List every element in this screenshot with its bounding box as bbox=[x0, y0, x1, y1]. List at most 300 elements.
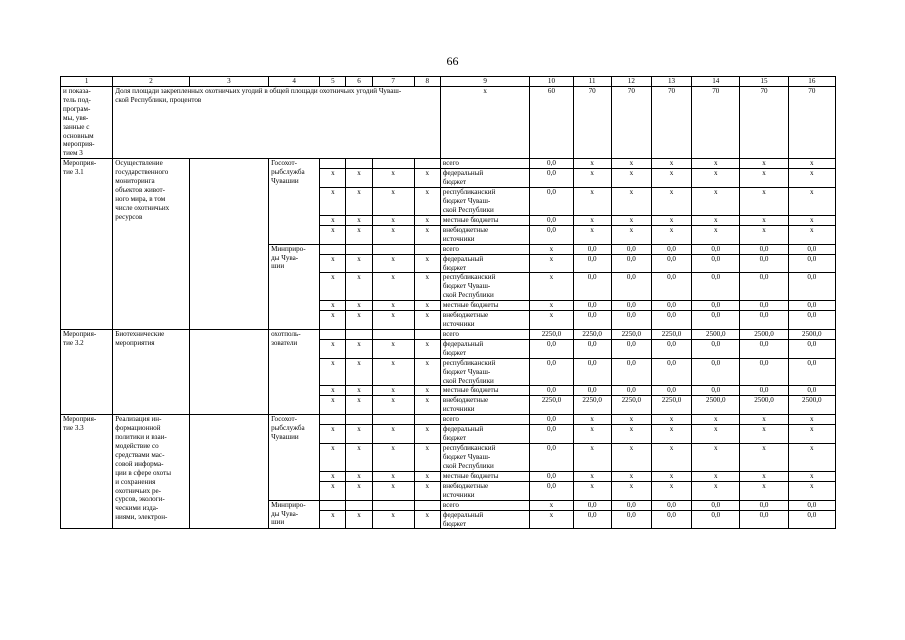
executor: Госохот- рыбслужба Чувашии bbox=[269, 415, 320, 500]
budget-code-cell: х bbox=[346, 339, 372, 358]
value-cell: 0,0 bbox=[651, 301, 691, 311]
table-row bbox=[61, 329, 836, 339]
budget-code-cell bbox=[320, 500, 346, 510]
budget-code-cell: х bbox=[372, 358, 414, 386]
value-cell: 0,0 bbox=[740, 254, 788, 273]
value-cell: х bbox=[611, 481, 651, 500]
value-cell: х bbox=[692, 225, 740, 244]
budget-code-cell: х bbox=[414, 188, 440, 216]
value-cell: х bbox=[611, 415, 651, 425]
value-cell: х bbox=[611, 425, 651, 444]
value-cell: х bbox=[740, 444, 788, 472]
funding-source: республиканский бюджет Чуваш- ской Республики bbox=[440, 188, 529, 216]
budget-code-cell: х bbox=[320, 471, 346, 481]
value-cell: 0,0 bbox=[740, 273, 788, 301]
funding-source: внебюджетные источники bbox=[440, 311, 529, 330]
value-cell: 0,0 bbox=[530, 471, 573, 481]
indicator-text: Доля площади закрепленных охотничьих угодий в общей площади охотничьих угодий Чуваш- ской Республики, процентов bbox=[113, 87, 441, 159]
value-cell: 0,0 bbox=[788, 358, 835, 386]
value-cell: 0,0 bbox=[530, 358, 573, 386]
indicator-value: 70 bbox=[573, 87, 611, 159]
value-cell: 0,0 bbox=[788, 273, 835, 301]
value-cell: 2500,0 bbox=[740, 329, 788, 339]
value-cell: 0,0 bbox=[573, 339, 611, 358]
value-cell: 0,0 bbox=[611, 386, 651, 396]
value-cell: х bbox=[788, 188, 835, 216]
budget-code-cell bbox=[320, 415, 346, 425]
budget-code-cell bbox=[414, 159, 440, 169]
value-cell: х bbox=[611, 159, 651, 169]
value-cell: 0,0 bbox=[530, 386, 573, 396]
budget-code-cell: х bbox=[414, 481, 440, 500]
value-cell: х bbox=[651, 159, 691, 169]
page-number: 66 bbox=[446, 54, 459, 68]
table-row bbox=[61, 159, 836, 169]
budget-code-cell bbox=[372, 415, 414, 425]
value-cell: х bbox=[740, 188, 788, 216]
value-cell: х bbox=[788, 215, 835, 225]
funding-source: федеральный бюджет bbox=[440, 339, 529, 358]
budget-code-cell bbox=[320, 159, 346, 169]
budget-code-cell: х bbox=[372, 386, 414, 396]
indicator-value: 70 bbox=[651, 87, 691, 159]
value-cell: 2250,0 bbox=[573, 396, 611, 415]
budget-code-cell: х bbox=[320, 301, 346, 311]
value-cell: 0,0 bbox=[530, 159, 573, 169]
value-cell: х bbox=[692, 425, 740, 444]
budget-code-cell bbox=[414, 244, 440, 254]
budget-code-cell: х bbox=[346, 510, 372, 529]
value-cell: 0,0 bbox=[788, 254, 835, 273]
funding-source: федеральный бюджет bbox=[440, 425, 529, 444]
value-cell: х bbox=[530, 500, 573, 510]
value-cell: 0,0 bbox=[611, 254, 651, 273]
value-cell: х bbox=[651, 444, 691, 472]
budget-code-cell: х bbox=[372, 311, 414, 330]
value-cell: 0,0 bbox=[692, 510, 740, 529]
value-cell: 0,0 bbox=[573, 244, 611, 254]
value-cell: 0,0 bbox=[740, 301, 788, 311]
measure-description: Реализация ин- формационной политики и взаи- модействие со средствами мас- совой информа- ции в сфере охоты и сохранения охотничьих ре- сурсов, экологи- ческими изда- ниями, электрон- bbox=[113, 415, 189, 529]
budget-code-cell: х bbox=[372, 425, 414, 444]
funding-source: местные бюджеты bbox=[440, 215, 529, 225]
value-cell: 0,0 bbox=[651, 510, 691, 529]
value-cell: х bbox=[573, 444, 611, 472]
value-cell: 0,0 bbox=[530, 444, 573, 472]
value-cell: 0,0 bbox=[573, 510, 611, 529]
funding-source: республиканский бюджет Чуваш- ской Республики bbox=[440, 444, 529, 472]
value-cell: х bbox=[651, 188, 691, 216]
measure-description: Осуществление государственного мониторинга объектов живот- ного мира, в том числе охотничьих ресурсов bbox=[113, 159, 189, 330]
budget-code-cell: х bbox=[320, 311, 346, 330]
value-cell: х bbox=[740, 471, 788, 481]
value-cell: 2500,0 bbox=[788, 329, 835, 339]
value-cell: х bbox=[573, 169, 611, 188]
measure-name: Мероприя- тие 3.1 bbox=[61, 159, 113, 330]
budget-code-cell: х bbox=[346, 425, 372, 444]
budget-code-cell: х bbox=[320, 425, 346, 444]
budget-code-cell: х bbox=[346, 481, 372, 500]
budget-code-cell: х bbox=[372, 396, 414, 415]
value-cell: 0,0 bbox=[573, 386, 611, 396]
value-cell: 0,0 bbox=[651, 386, 691, 396]
value-cell: 0,0 bbox=[611, 510, 651, 529]
value-cell: 0,0 bbox=[611, 311, 651, 330]
value-cell: х bbox=[530, 273, 573, 301]
indicator-value: 70 bbox=[692, 87, 740, 159]
value-cell: 0,0 bbox=[740, 386, 788, 396]
value-cell: 0,0 bbox=[692, 301, 740, 311]
budget-code-cell: х bbox=[346, 215, 372, 225]
value-cell: х bbox=[651, 169, 691, 188]
budget-code-cell: х bbox=[414, 396, 440, 415]
budget-code-cell: х bbox=[372, 225, 414, 244]
value-cell: х bbox=[611, 471, 651, 481]
budget-code-cell: х bbox=[414, 471, 440, 481]
value-cell: 0,0 bbox=[611, 301, 651, 311]
program-table bbox=[60, 76, 836, 529]
funding-source: республиканский бюджет Чуваш- ской Республики bbox=[440, 273, 529, 301]
budget-code-cell bbox=[346, 159, 372, 169]
value-cell: х bbox=[740, 225, 788, 244]
executor: Госохот- рыбслужба Чувашии bbox=[269, 159, 320, 244]
value-cell: х bbox=[788, 159, 835, 169]
budget-code-cell: х bbox=[346, 169, 372, 188]
funding-source: внебюджетные источники bbox=[440, 481, 529, 500]
value-cell: х bbox=[788, 444, 835, 472]
funding-source: всего bbox=[440, 500, 529, 510]
budget-code-cell: х bbox=[414, 358, 440, 386]
value-cell: х bbox=[573, 159, 611, 169]
value-cell: 0,0 bbox=[530, 188, 573, 216]
budget-code-cell bbox=[372, 244, 414, 254]
value-cell: х bbox=[573, 215, 611, 225]
value-cell: 0,0 bbox=[692, 500, 740, 510]
value-cell: 2250,0 bbox=[651, 396, 691, 415]
budget-code-cell: х bbox=[320, 339, 346, 358]
value-cell: х bbox=[788, 481, 835, 500]
value-cell: х bbox=[692, 415, 740, 425]
budget-code-cell: х bbox=[414, 169, 440, 188]
budget-code-cell bbox=[372, 329, 414, 339]
value-cell: х bbox=[740, 415, 788, 425]
budget-code-cell: х bbox=[372, 169, 414, 188]
table-row bbox=[61, 415, 836, 425]
value-cell: х bbox=[740, 215, 788, 225]
budget-code-cell: х bbox=[346, 444, 372, 472]
value-cell: х bbox=[651, 415, 691, 425]
budget-code-cell: х bbox=[414, 273, 440, 301]
budget-code-cell: х bbox=[414, 386, 440, 396]
value-cell: 0,0 bbox=[530, 425, 573, 444]
budget-code-cell bbox=[372, 500, 414, 510]
value-cell: х bbox=[573, 425, 611, 444]
value-cell: х bbox=[692, 471, 740, 481]
value-cell: 0,0 bbox=[740, 311, 788, 330]
value-cell: х bbox=[692, 188, 740, 216]
value-cell: х bbox=[611, 169, 651, 188]
budget-code-cell: х bbox=[372, 188, 414, 216]
funding-source: республиканский бюджет Чуваш- ской Республики bbox=[440, 358, 529, 386]
value-cell: 0,0 bbox=[530, 225, 573, 244]
budget-code-cell bbox=[320, 329, 346, 339]
column-number: 1 bbox=[61, 77, 113, 87]
budget-code-cell: х bbox=[320, 358, 346, 386]
related-cell bbox=[189, 329, 268, 414]
value-cell: х bbox=[740, 481, 788, 500]
value-cell: 0,0 bbox=[530, 339, 573, 358]
funding-source: федеральный бюджет bbox=[440, 510, 529, 529]
funding-source: всего bbox=[440, 244, 529, 254]
column-number: 4 bbox=[269, 77, 320, 87]
budget-code-cell: х bbox=[320, 254, 346, 273]
value-cell: х bbox=[530, 510, 573, 529]
value-cell: 0,0 bbox=[788, 301, 835, 311]
value-cell: 0,0 bbox=[651, 254, 691, 273]
budget-code-cell: х bbox=[414, 339, 440, 358]
budget-code-cell bbox=[346, 500, 372, 510]
value-cell: х bbox=[651, 425, 691, 444]
indicator-value: 70 bbox=[740, 87, 788, 159]
value-cell: 0,0 bbox=[788, 339, 835, 358]
budget-code-cell: х bbox=[320, 169, 346, 188]
value-cell: х bbox=[611, 215, 651, 225]
value-cell: х bbox=[692, 215, 740, 225]
value-cell: х bbox=[573, 415, 611, 425]
executor: Минприро- ды Чува- шии bbox=[269, 244, 320, 329]
value-cell: 2500,0 bbox=[788, 396, 835, 415]
budget-code-cell: х bbox=[372, 273, 414, 301]
funding-source: местные бюджеты bbox=[440, 471, 529, 481]
budget-code-cell: х bbox=[346, 358, 372, 386]
value-cell: х bbox=[611, 444, 651, 472]
value-cell: х bbox=[788, 471, 835, 481]
value-cell: 0,0 bbox=[740, 244, 788, 254]
value-cell: 2500,0 bbox=[692, 329, 740, 339]
budget-code-cell: х bbox=[346, 273, 372, 301]
value-cell: 0,0 bbox=[530, 415, 573, 425]
value-cell: 0,0 bbox=[788, 386, 835, 396]
budget-code-cell: х bbox=[320, 444, 346, 472]
budget-code-cell: х bbox=[346, 471, 372, 481]
value-cell: 2500,0 bbox=[692, 396, 740, 415]
value-cell: х bbox=[788, 169, 835, 188]
budget-code-cell bbox=[346, 244, 372, 254]
value-cell: 0,0 bbox=[530, 481, 573, 500]
indicator-x: х bbox=[440, 87, 529, 159]
value-cell: 0,0 bbox=[692, 358, 740, 386]
funding-source: местные бюджеты bbox=[440, 301, 529, 311]
value-cell: 2250,0 bbox=[530, 396, 573, 415]
value-cell: 2250,0 bbox=[611, 396, 651, 415]
measure-name: Мероприя- тие 3.2 bbox=[61, 329, 113, 414]
budget-code-cell: х bbox=[372, 215, 414, 225]
value-cell: 0,0 bbox=[692, 339, 740, 358]
column-number: 14 bbox=[692, 77, 740, 87]
value-cell: 2250,0 bbox=[611, 329, 651, 339]
indicator-value: 60 bbox=[530, 87, 573, 159]
value-cell: х bbox=[573, 471, 611, 481]
value-cell: 0,0 bbox=[573, 500, 611, 510]
budget-code-cell: х bbox=[372, 471, 414, 481]
budget-code-cell: х bbox=[414, 311, 440, 330]
budget-code-cell: х bbox=[346, 188, 372, 216]
column-number: 6 bbox=[346, 77, 372, 87]
related-cell bbox=[189, 159, 268, 330]
budget-code-cell: х bbox=[320, 215, 346, 225]
value-cell: 0,0 bbox=[651, 500, 691, 510]
measure-name: Мероприя- тие 3.3 bbox=[61, 415, 113, 529]
indicator-label: и показа- тель под- програм- мы, увя- занные с основным мероприя- тием 3 bbox=[61, 87, 113, 159]
value-cell: х bbox=[692, 159, 740, 169]
value-cell: х bbox=[530, 254, 573, 273]
budget-code-cell: х bbox=[320, 481, 346, 500]
funding-source: всего bbox=[440, 415, 529, 425]
column-number: 11 bbox=[573, 77, 611, 87]
value-cell: 2250,0 bbox=[573, 329, 611, 339]
column-number: 9 bbox=[440, 77, 529, 87]
column-number: 2 bbox=[113, 77, 189, 87]
value-cell: х bbox=[692, 444, 740, 472]
value-cell: х bbox=[788, 415, 835, 425]
budget-code-cell: х bbox=[320, 225, 346, 244]
value-cell: х bbox=[651, 481, 691, 500]
related-cell bbox=[189, 415, 268, 529]
value-cell: х bbox=[611, 188, 651, 216]
value-cell: 0,0 bbox=[692, 244, 740, 254]
funding-source: внебюджетные источники bbox=[440, 396, 529, 415]
indicator-value: 70 bbox=[611, 87, 651, 159]
value-cell: х bbox=[573, 225, 611, 244]
value-cell: х bbox=[651, 225, 691, 244]
value-cell: 0,0 bbox=[573, 301, 611, 311]
column-number: 7 bbox=[372, 77, 414, 87]
value-cell: 0,0 bbox=[651, 244, 691, 254]
value-cell: 0,0 bbox=[692, 254, 740, 273]
value-cell: 0,0 bbox=[573, 311, 611, 330]
value-cell: х bbox=[788, 425, 835, 444]
value-cell: 0,0 bbox=[651, 358, 691, 386]
budget-code-cell: х bbox=[320, 386, 346, 396]
value-cell: 0,0 bbox=[740, 339, 788, 358]
measure-description: Биотехнические мероприятия bbox=[113, 329, 189, 414]
value-cell: 0,0 bbox=[651, 339, 691, 358]
budget-code-cell: х bbox=[346, 396, 372, 415]
column-number: 13 bbox=[651, 77, 691, 87]
funding-source: местные бюджеты bbox=[440, 386, 529, 396]
value-cell: 0,0 bbox=[530, 215, 573, 225]
budget-code-cell: х bbox=[372, 444, 414, 472]
value-cell: х bbox=[573, 188, 611, 216]
column-number: 12 bbox=[611, 77, 651, 87]
value-cell: 0,0 bbox=[573, 273, 611, 301]
budget-code-cell: х bbox=[372, 339, 414, 358]
value-cell: 0,0 bbox=[651, 273, 691, 301]
budget-code-cell: х bbox=[372, 254, 414, 273]
value-cell: х bbox=[740, 169, 788, 188]
budget-code-cell bbox=[320, 244, 346, 254]
value-cell: х bbox=[740, 159, 788, 169]
value-cell: х bbox=[530, 311, 573, 330]
value-cell: 0,0 bbox=[611, 339, 651, 358]
funding-source: внебюджетные источники bbox=[440, 225, 529, 244]
budget-code-cell: х bbox=[346, 386, 372, 396]
column-number: 8 bbox=[414, 77, 440, 87]
value-cell: х bbox=[740, 425, 788, 444]
value-cell: 0,0 bbox=[788, 510, 835, 529]
budget-code-cell bbox=[346, 415, 372, 425]
value-cell: х bbox=[651, 471, 691, 481]
value-cell: 0,0 bbox=[611, 244, 651, 254]
column-number: 16 bbox=[788, 77, 835, 87]
indicator-value: 70 bbox=[788, 87, 835, 159]
budget-code-cell: х bbox=[414, 254, 440, 273]
value-cell: 2500,0 bbox=[740, 396, 788, 415]
value-cell: 0,0 bbox=[573, 358, 611, 386]
column-number: 15 bbox=[740, 77, 788, 87]
value-cell: х bbox=[573, 481, 611, 500]
funding-source: всего bbox=[440, 329, 529, 339]
budget-code-cell: х bbox=[346, 311, 372, 330]
value-cell: 0,0 bbox=[611, 273, 651, 301]
budget-code-cell: х bbox=[346, 254, 372, 273]
executor: охотполь- зователи bbox=[269, 329, 320, 414]
budget-code-cell: х bbox=[414, 425, 440, 444]
budget-code-cell bbox=[346, 329, 372, 339]
column-number: 3 bbox=[189, 77, 268, 87]
budget-code-cell: х bbox=[414, 225, 440, 244]
budget-code-cell bbox=[372, 159, 414, 169]
value-cell: 0,0 bbox=[692, 273, 740, 301]
value-cell: 0,0 bbox=[611, 358, 651, 386]
value-cell: 0,0 bbox=[788, 500, 835, 510]
table-body bbox=[61, 77, 836, 529]
budget-code-cell: х bbox=[414, 215, 440, 225]
executor: Минприро- ды Чува- шии bbox=[269, 500, 320, 529]
funding-source: всего bbox=[440, 159, 529, 169]
value-cell: 2250,0 bbox=[530, 329, 573, 339]
budget-code-cell: х bbox=[320, 273, 346, 301]
budget-code-cell: х bbox=[320, 396, 346, 415]
value-cell: 2250,0 bbox=[651, 329, 691, 339]
value-cell: 0,0 bbox=[788, 311, 835, 330]
column-number-row bbox=[61, 77, 836, 87]
budget-code-cell: х bbox=[372, 481, 414, 500]
budget-code-cell: х bbox=[372, 301, 414, 311]
funding-source: федеральный бюджет bbox=[440, 169, 529, 188]
column-number: 5 bbox=[320, 77, 346, 87]
value-cell: 0,0 bbox=[611, 500, 651, 510]
budget-code-cell: х bbox=[414, 510, 440, 529]
value-cell: 0,0 bbox=[573, 254, 611, 273]
budget-code-cell bbox=[414, 415, 440, 425]
budget-code-cell: х bbox=[346, 301, 372, 311]
budget-code-cell: х bbox=[346, 225, 372, 244]
value-cell: х bbox=[651, 215, 691, 225]
value-cell: 0,0 bbox=[692, 386, 740, 396]
value-cell: 0,0 bbox=[740, 358, 788, 386]
budget-code-cell: х bbox=[320, 510, 346, 529]
value-cell: х bbox=[530, 301, 573, 311]
value-cell: 0,0 bbox=[651, 311, 691, 330]
value-cell: х bbox=[692, 481, 740, 500]
value-cell: х bbox=[530, 244, 573, 254]
column-number: 10 bbox=[530, 77, 573, 87]
value-cell: 0,0 bbox=[788, 244, 835, 254]
value-cell: 0,0 bbox=[692, 311, 740, 330]
indicator-row bbox=[61, 87, 836, 159]
budget-code-cell bbox=[414, 500, 440, 510]
